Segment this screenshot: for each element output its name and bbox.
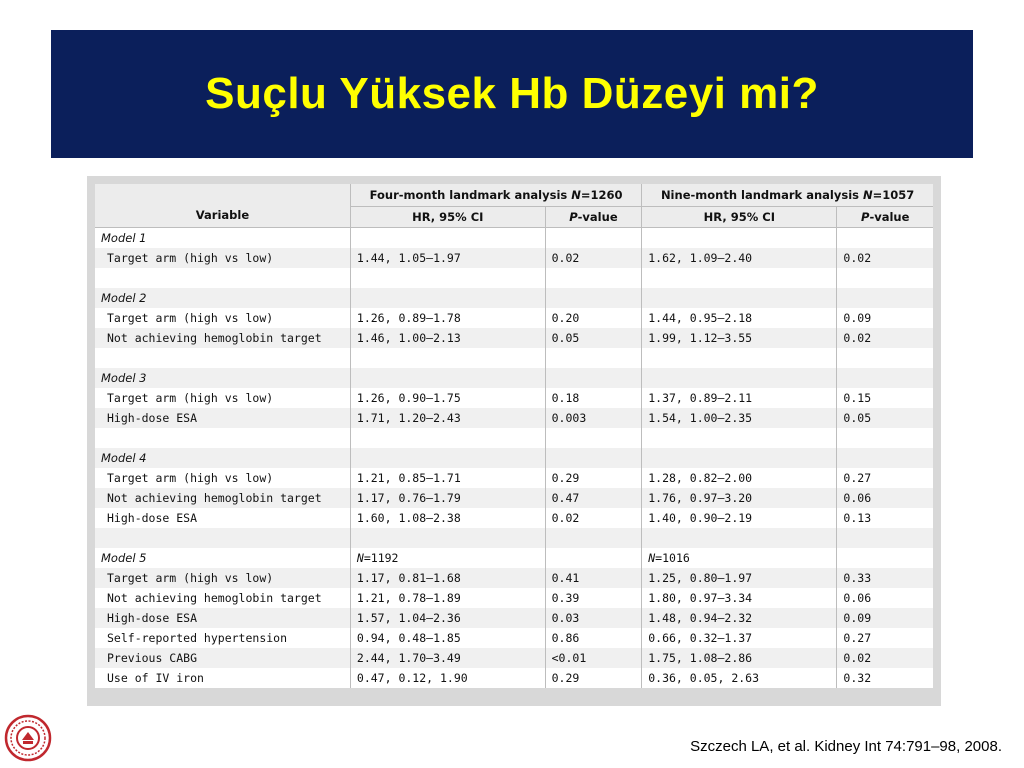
empty-cell (837, 428, 933, 448)
p-nine-month-cell: 0.27 (843, 631, 872, 645)
variable-cell: Previous CABG (95, 648, 350, 668)
empty-cell (642, 428, 837, 448)
hr-nine-month-cell: 1.76, 0.97–3.20 (642, 488, 837, 508)
empty-cell (545, 228, 642, 249)
subheader-hr-2: HR, 95% CI (642, 207, 837, 228)
p-nine-month-cell: 0.13 (843, 511, 872, 525)
header-four-month: Four-month landmark analysis N=1260 (350, 184, 641, 207)
hr-four-month-cell: 1.26, 0.89–1.78 (350, 308, 545, 328)
p-nine-month-cell: 0.06 (837, 488, 933, 508)
hr-four-month-cell: 0.94, 0.48–1.85 (350, 628, 545, 648)
p-four-month-cell: 0.39 (545, 588, 642, 608)
p-nine-month-cell: 0.09 (837, 608, 933, 628)
model-row (95, 368, 933, 388)
empty-cell (545, 428, 642, 448)
p-nine-month-cell: 0.27 (843, 471, 872, 485)
p-four-month-cell: 0.86 (545, 628, 642, 648)
empty-cell (545, 528, 642, 548)
model-label: Model 4 (95, 448, 350, 468)
hr-four-month-cell: 1.21, 0.85–1.71 (350, 468, 545, 488)
header-variable: Variable (95, 184, 350, 228)
p-four-month-cell: 0.20 (545, 308, 642, 328)
p-nine-month-cell: 0.02 (837, 328, 933, 348)
header-nine-month: Nine-month landmark analysis N=1057 (642, 184, 933, 207)
p-four-month-cell: 0.41 (545, 568, 642, 588)
p-four-month-cell: 0.29 (545, 668, 642, 688)
empty-cell (95, 428, 350, 448)
hr-four-month-cell: 1.60, 1.08–2.38 (350, 508, 545, 528)
p-four-month-cell: 0.47 (545, 488, 642, 508)
empty-cell (837, 548, 933, 568)
citation: Szczech LA, et al. Kidney Int 74:791–98, 2008. (690, 738, 1002, 755)
empty-cell (837, 348, 933, 368)
empty-cell (545, 268, 642, 288)
model-row (95, 448, 933, 468)
table-row (95, 648, 933, 668)
hr-nine-month-cell: 0.36, 0.05, 2.63 (642, 668, 837, 688)
variable-cell: Target arm (high vs low) (95, 308, 350, 328)
table-row (95, 468, 933, 488)
model-label: Model 3 (95, 368, 350, 388)
hr-nine-month-cell: 1.40, 0.90–2.19 (642, 508, 837, 528)
variable-cell: Not achieving hemoglobin target (95, 328, 350, 348)
p-nine-month-cell: 0.05 (837, 408, 933, 428)
p-four-month-cell: 0.02 (545, 508, 642, 528)
table-row (95, 388, 933, 408)
spacer-row (95, 428, 933, 448)
hr-nine-month-cell: 1.99, 1.12–3.55 (642, 328, 837, 348)
table-body (95, 228, 933, 689)
university-seal-icon (4, 714, 52, 762)
p-four-month-cell: 0.29 (545, 468, 642, 488)
model-n-nine-month (642, 368, 837, 388)
table-row (95, 248, 933, 268)
empty-cell (837, 528, 933, 548)
variable-cell: High-dose ESA (95, 608, 350, 628)
table-row (95, 488, 933, 508)
hr-four-month-cell: 1.44, 1.05–1.97 (350, 248, 545, 268)
hr-nine-month-cell: 1.54, 1.00–2.35 (642, 408, 837, 428)
model-row (95, 548, 933, 568)
variable-cell: Not achieving hemoglobin target (95, 588, 350, 608)
results-table (95, 184, 933, 688)
empty-cell (837, 268, 933, 288)
title-banner (51, 30, 973, 158)
empty-cell (350, 528, 545, 548)
variable-cell: Self-reported hypertension (95, 628, 350, 648)
table-row (95, 628, 933, 648)
empty-cell (350, 428, 545, 448)
p-four-month-cell: 0.02 (545, 248, 642, 268)
subheader-p-2: P-value (837, 207, 933, 228)
table-row (95, 608, 933, 628)
hr-four-month-cell: 1.17, 0.76–1.79 (350, 488, 545, 508)
hr-nine-month-cell: 1.37, 0.89–2.11 (642, 388, 837, 408)
model-label: Model 5 (95, 548, 350, 568)
variable-cell: High-dose ESA (95, 408, 350, 428)
variable-cell: Target arm (high vs low) (95, 568, 350, 588)
table-row (95, 328, 933, 348)
subheader-p-1: P-value (545, 207, 642, 228)
empty-cell (545, 548, 642, 568)
variable-cell: Target arm (high vs low) (95, 468, 350, 488)
hr-nine-month-cell: 1.80, 0.97–3.34 (642, 588, 837, 608)
model-n-nine-month (642, 228, 837, 249)
table-row (95, 668, 933, 688)
hr-four-month-cell: 1.26, 0.90–1.75 (350, 388, 545, 408)
empty-cell (837, 288, 933, 308)
hr-nine-month-cell: 1.48, 0.94–2.32 (642, 608, 837, 628)
slide-title: Suçlu Yüksek Hb Düzeyi mi? (205, 69, 819, 118)
model-n-four-month (350, 288, 545, 308)
p-four-month-cell: 0.18 (545, 388, 642, 408)
empty-cell (545, 348, 642, 368)
table-row (95, 568, 933, 588)
hr-four-month-cell: 1.46, 1.00–2.13 (350, 328, 545, 348)
p-nine-month-cell: 0.02 (837, 248, 933, 268)
table-row (95, 308, 933, 328)
p-four-month-cell: 0.003 (545, 408, 642, 428)
model-n-nine-month: N=1016 (642, 548, 837, 568)
hr-nine-month-cell: 1.75, 1.08–2.86 (642, 648, 837, 668)
model-n-nine-month (642, 448, 837, 468)
subheader-hr-1: HR, 95% CI (350, 207, 545, 228)
hr-nine-month-cell: 1.62, 1.09–2.40 (642, 248, 837, 268)
p-nine-month-cell: 0.15 (843, 391, 872, 405)
variable-cell: Use of IV iron (95, 668, 350, 688)
variable-cell: High-dose ESA (95, 508, 350, 528)
p-nine-month-cell: 0.33 (837, 568, 933, 588)
empty-cell (545, 288, 642, 308)
empty-cell (545, 368, 642, 388)
p-four-month-cell: 0.03 (545, 608, 642, 628)
empty-cell (837, 228, 933, 249)
empty-cell (642, 528, 837, 548)
empty-cell (837, 368, 933, 388)
spacer-row (95, 528, 933, 548)
variable-cell: Target arm (high vs low) (95, 388, 350, 408)
model-row (95, 228, 933, 249)
p-nine-month-cell: 0.06 (843, 591, 872, 605)
p-nine-month-cell: 0.32 (843, 671, 872, 685)
hr-nine-month-cell: 1.28, 0.82–2.00 (642, 468, 837, 488)
model-n-four-month (350, 368, 545, 388)
hr-four-month-cell: 1.57, 1.04–2.36 (350, 608, 545, 628)
variable-cell: Not achieving hemoglobin target (95, 488, 350, 508)
hr-nine-month-cell: 1.25, 0.80–1.97 (642, 568, 837, 588)
empty-cell (642, 268, 837, 288)
p-nine-month-cell: 0.02 (837, 648, 933, 668)
empty-cell (350, 348, 545, 368)
table-row (95, 408, 933, 428)
hr-nine-month-cell: 1.44, 0.95–2.18 (642, 308, 837, 328)
model-n-four-month (350, 448, 545, 468)
spacer-row (95, 348, 933, 368)
empty-cell (95, 268, 350, 288)
empty-cell (350, 268, 545, 288)
spacer-row (95, 268, 933, 288)
table-row (95, 508, 933, 528)
hr-nine-month-cell: 0.66, 0.32–1.37 (642, 628, 837, 648)
hr-four-month-cell: 2.44, 1.70–3.49 (350, 648, 545, 668)
p-nine-month-cell: 0.09 (843, 311, 872, 325)
empty-cell (95, 348, 350, 368)
p-four-month-cell: 0.05 (545, 328, 642, 348)
hr-four-month-cell: 0.47, 0.12, 1.90 (350, 668, 545, 688)
empty-cell (837, 448, 933, 468)
model-label: Model 2 (95, 288, 350, 308)
hr-four-month-cell: 1.21, 0.78–1.89 (350, 588, 545, 608)
empty-cell (95, 528, 350, 548)
model-n-nine-month (642, 288, 837, 308)
model-n-four-month (350, 228, 545, 249)
empty-cell (642, 348, 837, 368)
hr-four-month-cell: 1.17, 0.81–1.68 (350, 568, 545, 588)
p-four-month-cell: <0.01 (545, 648, 642, 668)
empty-cell (545, 448, 642, 468)
model-row (95, 288, 933, 308)
variable-cell: Target arm (high vs low) (95, 248, 350, 268)
table-row (95, 588, 933, 608)
results-table-panel (87, 176, 941, 706)
model-label: Model 1 (95, 228, 350, 249)
hr-four-month-cell: 1.71, 1.20–2.43 (350, 408, 545, 428)
model-n-four-month: N=1192 (350, 548, 545, 568)
